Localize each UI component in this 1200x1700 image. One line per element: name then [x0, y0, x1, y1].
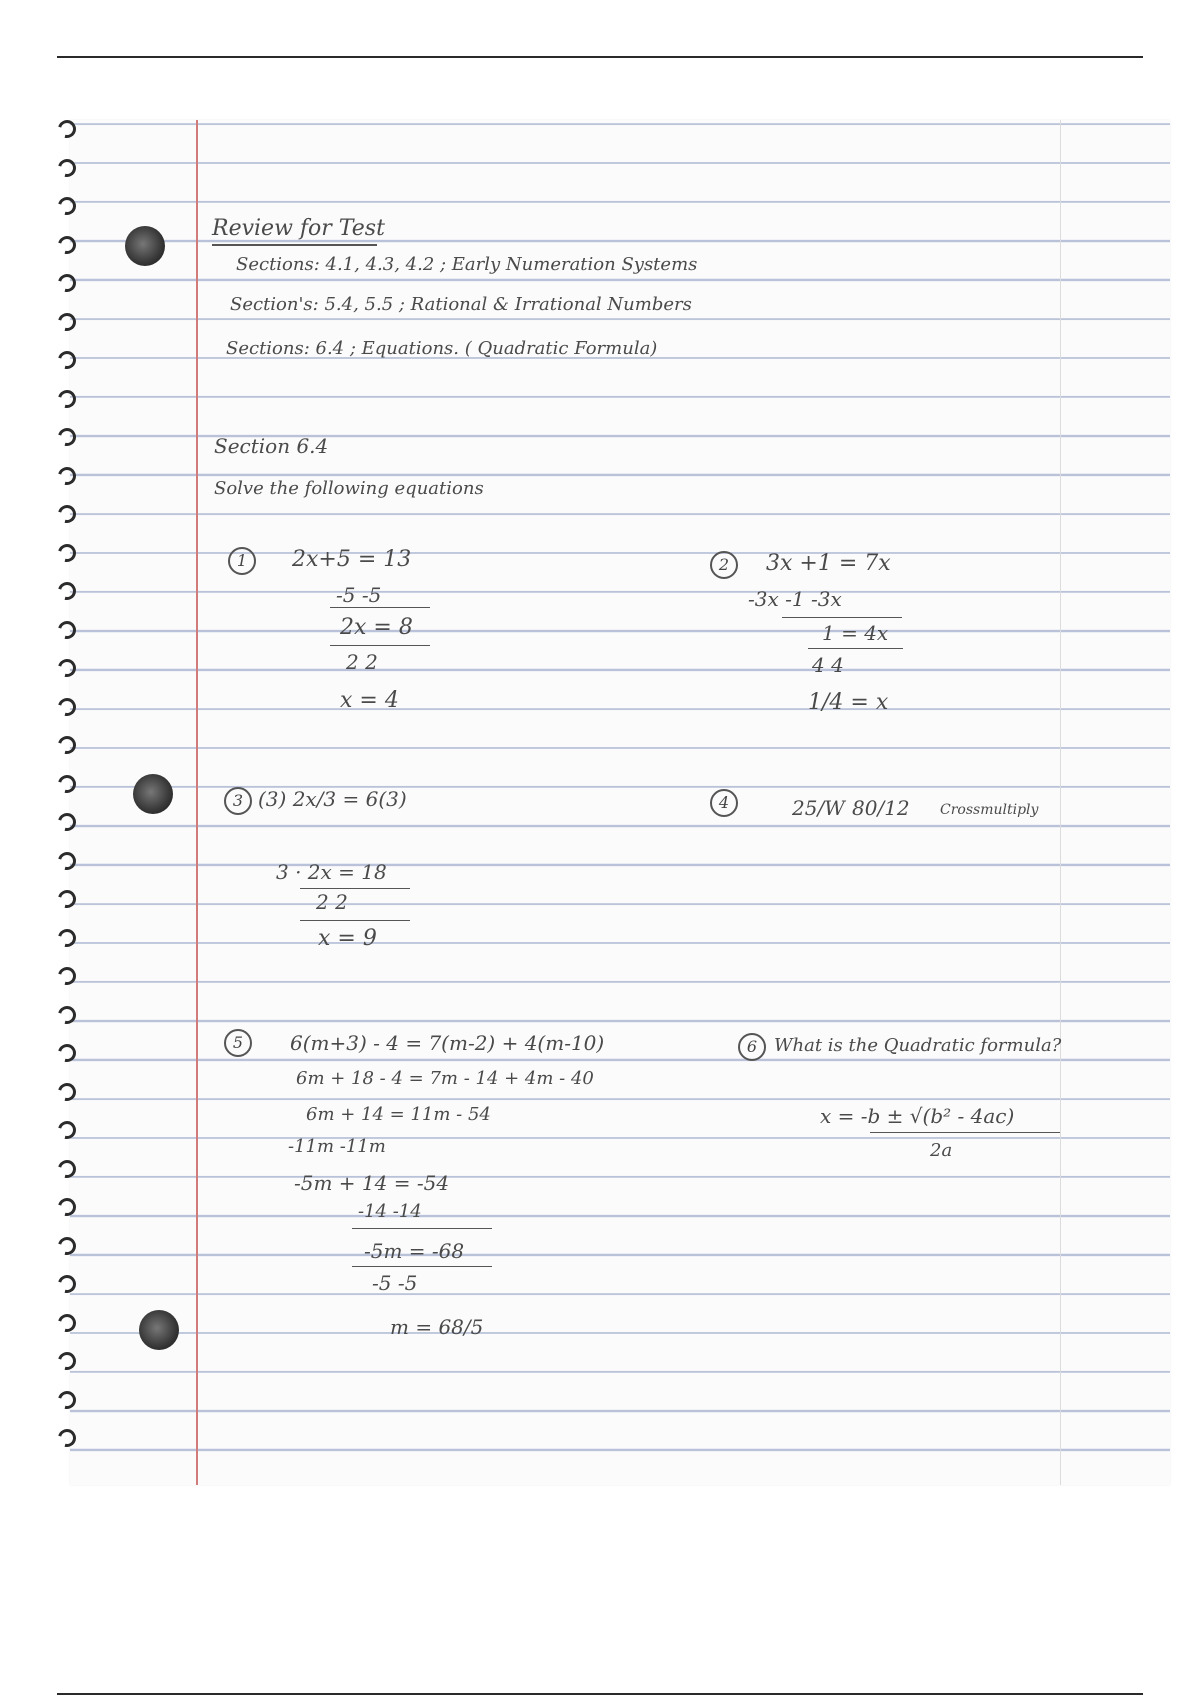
p5-line: 6m + 14 = 11m - 54 [306, 1104, 491, 1125]
p5-line: 6m + 18 - 4 = 7m - 14 + 4m - 40 [296, 1068, 594, 1089]
problem-number-1: 1 [228, 547, 256, 575]
p5-line: -5m + 14 = -54 [294, 1171, 450, 1195]
p1-line: 2 2 [346, 650, 378, 674]
spiral-coil [58, 159, 74, 175]
problem-number-5: 5 [224, 1029, 252, 1057]
problem-number-4: 4 [710, 789, 738, 817]
p4-fraction-left: 25/W [792, 796, 845, 820]
p5-line: -11m -11m [288, 1136, 386, 1157]
p5-underline [352, 1228, 492, 1229]
spiral-coil [58, 390, 74, 406]
punch-hole [133, 774, 173, 814]
p3-line: 2 2 [316, 890, 348, 914]
p6-fraction-bar [870, 1132, 1060, 1133]
spiral-coil [58, 1391, 74, 1407]
punch-hole [139, 1310, 179, 1350]
spiral-coil [58, 1160, 74, 1176]
spiral-coil [58, 1121, 74, 1137]
spiral-coil [58, 1429, 74, 1445]
spiral-coil [58, 1314, 74, 1330]
spiral-coil [58, 1083, 74, 1099]
spiral-coil [58, 698, 74, 714]
spiral-coil [58, 1352, 74, 1368]
p1-line: 2x = 8 [340, 615, 413, 640]
spiral-coil [58, 428, 74, 444]
p1-underline [330, 645, 430, 646]
p6-formula-denominator: 2a [930, 1140, 953, 1161]
spiral-coil [58, 1237, 74, 1253]
p2-underline [782, 617, 902, 618]
right-edge-line [1060, 120, 1061, 1485]
spiral-coil [58, 544, 74, 560]
spiral-coil [58, 467, 74, 483]
spiral-coil [58, 505, 74, 521]
p6-formula-numerator: x = -b ± √(b² - 4ac) [820, 1104, 1015, 1128]
p2-underline [808, 648, 903, 649]
spiral-coil [58, 120, 74, 136]
p3-underline [300, 888, 410, 889]
p5-line: m = 68/5 [390, 1315, 484, 1339]
spiral-coil [58, 1198, 74, 1214]
p1-underline [330, 607, 430, 608]
spiral-coil [58, 1006, 74, 1022]
spiral-coil [58, 1275, 74, 1291]
spiral-coil [58, 1044, 74, 1060]
p2-line: 1/4 = x [808, 690, 889, 715]
instruction-text: Solve the following equations [214, 478, 484, 499]
punch-hole [125, 226, 165, 266]
spiral-coil [58, 582, 74, 598]
spiral-coil [58, 659, 74, 675]
spiral-coil [58, 852, 74, 868]
spiral-coil [58, 813, 74, 829]
p2-line: -3x -1 -3x [748, 587, 842, 611]
p5-line: -14 -14 [358, 1201, 422, 1222]
problem-number-2: 2 [710, 551, 738, 579]
sections-line-2: Section's: 5.4, 5.5 ; Rational & Irrational Numbers [230, 294, 692, 315]
p5-line: -5m = -68 [364, 1239, 465, 1263]
problem-number-6: 6 [738, 1033, 766, 1061]
p5-line: -5 -5 [372, 1271, 418, 1295]
p2-line: 1 = 4x [822, 621, 889, 645]
p1-line: 2x+5 = 13 [292, 547, 412, 572]
margin-line [196, 120, 198, 1485]
spiral-coil [58, 967, 74, 983]
spiral-coil [58, 736, 74, 752]
sections-line-3: Sections: 6.4 ; Equations. ( Quadratic Formula) [226, 338, 658, 359]
p4-fraction-right: 80/12 [852, 796, 910, 820]
p5-underline [352, 1266, 492, 1267]
notes-title: Review for Test [212, 216, 385, 241]
p2-line: 3x +1 = 7x [766, 551, 891, 576]
top-rule [57, 56, 1143, 58]
p5-line: 6(m+3) - 4 = 7(m-2) + 4(m-10) [290, 1031, 605, 1055]
spiral-coil [58, 929, 74, 945]
spiral-coil [58, 313, 74, 329]
spiral-coil [58, 621, 74, 637]
p3-underline [300, 920, 410, 921]
bottom-rule [57, 1693, 1143, 1695]
p6-question: What is the Quadratic formula? [774, 1035, 1062, 1056]
p3-line: (3) 2x/3 = 6(3) [258, 787, 407, 811]
section-heading: Section 6.4 [214, 434, 329, 458]
p4-note: Crossmultiply [940, 802, 1039, 818]
p2-line: 4 4 [812, 653, 844, 677]
spiral-coil [58, 775, 74, 791]
spiral-coil [58, 274, 74, 290]
p1-line: -5 -5 [336, 583, 382, 607]
p1-line: x = 4 [340, 688, 399, 713]
title-underline [212, 244, 377, 246]
spiral-coil [58, 236, 74, 252]
sections-line-1: Sections: 4.1, 4.3, 4.2 ; Early Numeration Systems [236, 254, 698, 275]
p3-line: 3 · 2x = 18 [276, 860, 387, 884]
spiral-coil [58, 197, 74, 213]
p3-line: x = 9 [318, 926, 377, 951]
spiral-coil [58, 351, 74, 367]
spiral-coil [58, 890, 74, 906]
problem-number-3: 3 [224, 787, 252, 815]
